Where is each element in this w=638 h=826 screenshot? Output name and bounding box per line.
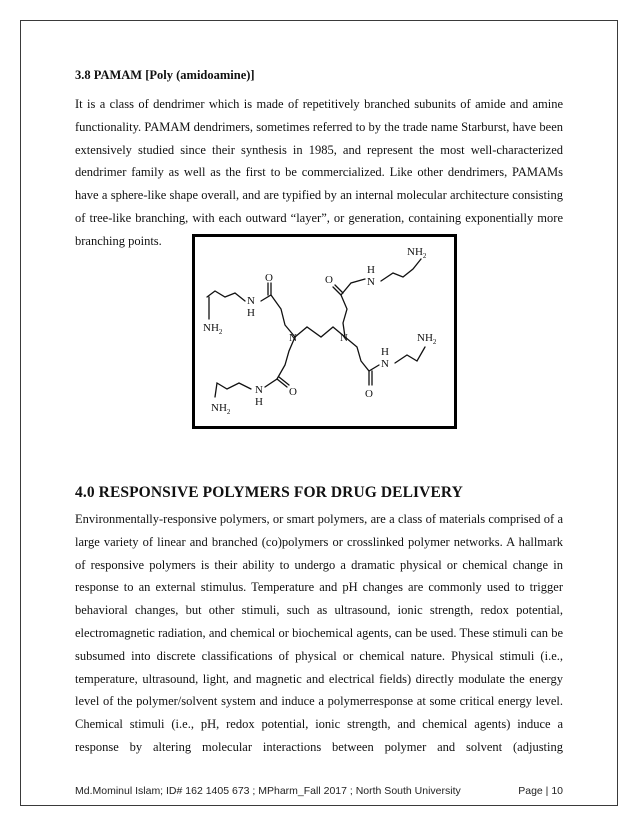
section-heading-responsive-polymers: 4.0 RESPONSIVE POLYMERS FOR DRUG DELIVERY	[75, 484, 463, 501]
arm-upper-right	[341, 279, 365, 337]
arm-lower-left	[265, 337, 295, 387]
page-footer	[75, 785, 563, 797]
footer-author-line: Md.Mominul Islam; ID# 162 1405 673 ; MPharm_Fall 2017 ; North South University	[75, 785, 461, 797]
atom-o: O	[325, 274, 333, 286]
pamam-structure-diagram	[195, 237, 454, 426]
section-heading: 3.8 PAMAM [Poly (amidoamine)]	[75, 68, 255, 82]
atom-o: O	[265, 272, 273, 284]
atom-n: N	[247, 295, 255, 307]
atom-n-core-right: N	[340, 332, 348, 344]
atom-h: H	[255, 396, 263, 408]
core-bond	[295, 327, 345, 337]
atom-n: N	[381, 358, 389, 370]
paragraph-responsive-polymers: Environmentally-responsive polymers, or smart polymers, are a class of materials comprised of a large variety of linear and branched (co)polymers or crosslinked polymer networks. A hallmark of responsive polymers is their ability to undergo a dramatic physical or chemical change in response to an external stimulus. Temperature and pH changes are commonly used to trigger behavioral changes, but other stimuli, such as ultrasound, ionic strength, redox potential, electromagnetic radiation, and chemical or biochemical agents, can be used. These stimuli can be subsumed into discrete classifications of physical or chemical nature. Physical stimuli (i.e., temperature, ultrasound, light, and magnetic and electrical fields) directly modulate the energy level of the polymer/solvent system and induce a polymerresponse at some critical energy level. Chemical stimuli (i.e., pH, redox potential, ionic strength, and chemical agents) induce a response by altering molecular interactions between polymer and solvent (adjusting	[75, 512, 563, 754]
atom-nh2: $NH_2$	[417, 332, 437, 346]
atom-nh2: $NH_2$	[211, 402, 231, 416]
paragraph-pamam: It is a class of dendrimer which is made of repetitively branched subunits of amide and amine functionality. PAMAM dendrimers, sometimes referred to by the trade name Starburst, have been extensively studied since their synthesis in 1985, and represent the most well-characterized dendrimer family as well as the first to be commercialized. Like other dendrimers, PAMAMs have a sphere-like shape overall, and are typified by an internal molecular architecture consisting of tree-like branching, with each outward “layer”, or generation, containing exponentially more branching points.	[75, 97, 563, 248]
atom-n-core-left: N	[289, 332, 297, 344]
atom-n: N	[367, 276, 375, 288]
atom-n: N	[255, 384, 263, 396]
footer-page-number: Page | 10	[518, 785, 563, 797]
atom-h: H	[247, 307, 255, 319]
atom-o: O	[289, 386, 297, 398]
arm-lower-right	[345, 337, 379, 371]
atom-h: H	[381, 346, 389, 358]
arm-upper-left	[261, 295, 295, 337]
pamam-structure-figure	[192, 234, 457, 429]
atom-nh2: $NH_2$	[407, 246, 427, 260]
atom-h: H	[367, 264, 375, 276]
atom-o: O	[365, 388, 373, 400]
atom-nh2: $NH_2$	[203, 322, 223, 336]
